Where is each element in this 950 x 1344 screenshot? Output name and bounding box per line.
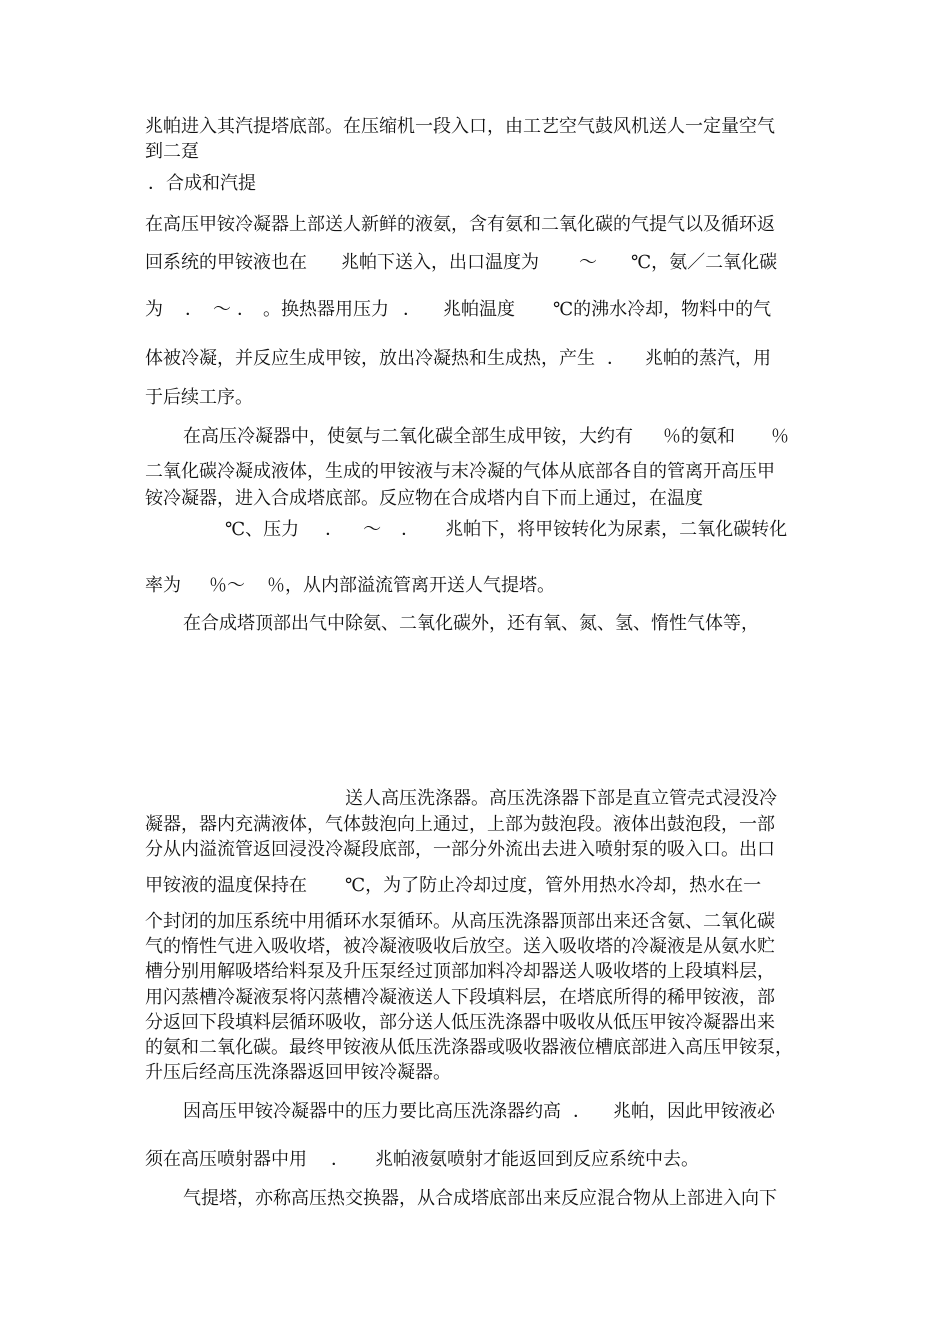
- text-fragment: 兆帕，因此甲铵液必: [613, 1101, 775, 1122]
- text-fragment: ．: [185, 299, 203, 320]
- para6-line-1: 气提塔，亦称高压热交换器，从合成塔底部出来反应混合物从上部进入向下: [183, 1188, 777, 1209]
- text-fragment: ％: [771, 426, 789, 447]
- text-fragment: ．: [237, 299, 255, 320]
- text-fragment: ．: [573, 1101, 591, 1122]
- text-fragment: 。换热器用压力: [263, 299, 389, 320]
- para4-line-11: 升压后经高压洗涤器返回甲铵冷凝器。: [145, 1062, 451, 1083]
- para3-line-1: 在合成塔顶部出气中除氨、二氧化碳外，还有氧、氮、氢、惰性气体等，: [183, 613, 759, 634]
- text-fragment: ℃，氨／二氧化碳: [631, 252, 778, 273]
- para2-line-4: [145, 518, 817, 542]
- text-fragment: ％～: [209, 575, 245, 596]
- text-fragment: 兆帕下送入，出口温度为: [341, 252, 539, 273]
- para1-line-2: [145, 251, 817, 275]
- para4-line-1: 送人高压洗涤器。高压洗涤器下部是直立管壳式浸没冷: [345, 788, 777, 809]
- para5-line-1: [183, 1100, 855, 1124]
- text-fragment: 在高压冷凝器中，使氨与二氧化碳全部生成甲铵，大约有: [183, 426, 633, 447]
- section-heading: ．合成和汽提: [148, 173, 256, 194]
- para2-line-3: 铵冷凝器，进入合成塔底部。反应物在合成塔内自下而上通过，在温度: [145, 488, 703, 509]
- para2-line-5: [145, 574, 817, 598]
- text-fragment: ．: [331, 1149, 349, 1170]
- para4-line-6: 气的惰性气进入吸收塔，被冷凝液吸收后放空。送入吸收塔的冷凝液是从氨水贮: [145, 936, 775, 957]
- para1-line-1: 在高压甲铵冷凝器上部送人新鲜的液氨，含有氨和二氧化碳的气提气以及循环返: [145, 214, 775, 235]
- text-fragment: ．: [403, 299, 421, 320]
- text-fragment: ～: [579, 252, 597, 273]
- text-fragment: 因高压甲铵冷凝器中的压力要比高压洗涤器约高: [183, 1101, 561, 1122]
- para4-line-5: 个封闭的加压系统中用循环水泵循环。从高压洗涤器顶部出来还含氨、二氧化碳: [145, 911, 775, 932]
- para1-line-3: [145, 298, 817, 322]
- intro-line-1: 兆帕进入其汽提塔底部。在压缩机一段入口，由工艺空气鼓风机送人一定量空气: [145, 116, 775, 137]
- text-fragment: 回系统的甲铵液也在: [145, 252, 307, 273]
- text-fragment: ．: [607, 348, 625, 369]
- para1-line-5: 于后续工序。: [145, 387, 253, 408]
- para4-line-10: 的氨和二氧化碳。最终甲铵液从低压洗涤器或吸收器液位槽底部进入高压甲铵泵，: [145, 1037, 793, 1058]
- text-fragment: ％的氨和: [663, 426, 735, 447]
- text-fragment: ℃，为了防止冷却过度，管外用热水冷却，热水在一: [345, 875, 762, 896]
- text-fragment: ．: [401, 519, 420, 540]
- text-fragment: 为: [145, 299, 163, 320]
- para2-line-2: 二氧化碳冷凝成液体，生成的甲铵液与末冷凝的气体从底部各自的管离开高压甲: [145, 461, 775, 482]
- para5-line-2: [145, 1148, 817, 1172]
- text-fragment: ℃、压力: [225, 519, 300, 540]
- text-fragment: 兆帕的蒸汽，用: [645, 348, 771, 369]
- para4-line-8: 用闪蒸槽冷凝液泵将闪蒸槽冷凝液送人下段填料层，在塔底所得的稀甲铵液，部: [145, 987, 775, 1008]
- text-fragment: 须在高压喷射器中用: [145, 1149, 307, 1170]
- para4-line-7: 槽分别用解吸塔给料泵及升压泵经过顶部加料冷却器送人吸收塔的上段填料层，: [145, 961, 775, 982]
- text-fragment: ．: [325, 519, 344, 540]
- text-fragment: ～: [213, 299, 231, 320]
- para2-line-1: [183, 425, 855, 449]
- para1-line-4: [145, 347, 817, 371]
- intro-line-2: 到二趸: [145, 141, 199, 162]
- text-fragment: 体被冷凝，并反应生成甲铵，放出冷凝热和生成热，产生: [145, 348, 595, 369]
- para4-line-3: 分从内溢流管返回浸没冷凝段底部，一部分外流出去进入喷射泵的吸入口。出口: [145, 839, 775, 860]
- text-fragment: 兆帕下，将甲铵转化为尿素，二氧化碳转化: [445, 519, 788, 540]
- text-fragment: 兆帕液氨喷射才能返回到反应系统中去。: [375, 1149, 699, 1170]
- text-fragment: 兆帕温度: [443, 299, 515, 320]
- text-fragment: ℃的沸水冷却，物料中的气: [553, 299, 772, 320]
- para4-line-4: [145, 874, 817, 898]
- para4-line-2: 凝器，器内充满液体，气体鼓泡向上通过，上部为鼓泡段。液体出鼓泡段，一部: [145, 814, 775, 835]
- text-fragment: ～: [363, 519, 382, 540]
- text-fragment: 甲铵液的温度保持在: [145, 875, 307, 896]
- para4-line-9: 分返回下段填料层循环吸收，部分送人低压洗涤器中吸收从低压甲铵冷凝器出来: [145, 1012, 775, 1033]
- text-fragment: ％，从内部溢流管离开送人气提塔。: [267, 575, 555, 596]
- text-fragment: 率为: [145, 575, 181, 596]
